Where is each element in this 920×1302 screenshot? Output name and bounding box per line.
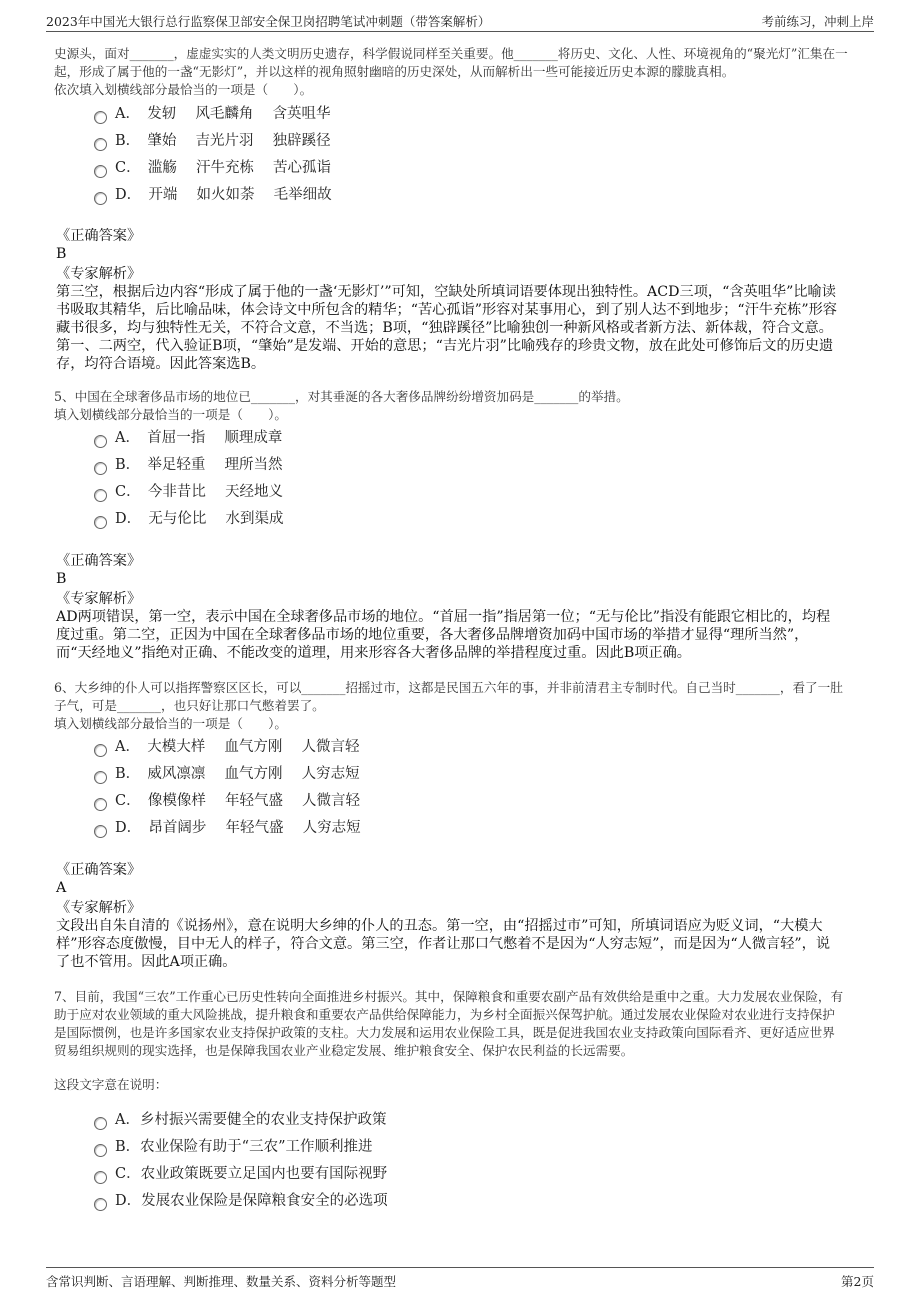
footer-note: 含常识判断、言语理解、判断推理、数量关系、资料分析等题型: [46, 1274, 397, 1289]
q6-analysis-line: 了也不管用。因此A项正确。: [56, 954, 237, 970]
q4-option-d[interactable]: D． 开端 如火如荼 毛举细故: [94, 185, 332, 205]
q7-stem-line: 贸易组织规则的现实选择，也是保障我国农业产业稳定发展、维护粮食安全、保护农民利益的长远需要。: [54, 1043, 634, 1058]
radio-icon[interactable]: [94, 192, 107, 205]
radio-icon[interactable]: [94, 1117, 107, 1130]
q6-prompt: 填入划横线部分最恰当的一项是（ ）。: [54, 716, 287, 731]
q4-option-a[interactable]: A． 发轫 风毛麟角 含英咀华: [94, 104, 330, 124]
q5-option-a[interactable]: A． 首屈一指 顺理成章: [94, 428, 282, 448]
q5-option-c[interactable]: C． 今非昔比 天经地义: [94, 482, 283, 502]
q4-option-c[interactable]: C． 滥觞 汗牛充栋 苦心孤诣: [94, 158, 331, 178]
q4-stem-line2: 起，形成了属于他的一盏“无影灯”，并以这样的视角照射幽暗的历史深处，从而解析出一些可能接近历史本源的朦胧真相。: [54, 64, 735, 79]
q5-analysis-line: AD两项错误，第一空，表示中国在全球奢侈品市场的地位。“首屈一指”指居第一位；“无与伦比”指没有能跟它相比的，均程: [56, 609, 831, 625]
q6-answer-label: 《正确答案》: [56, 862, 142, 878]
page-header: [46, 12, 874, 32]
radio-icon[interactable]: [94, 771, 107, 784]
radio-icon[interactable]: [94, 111, 107, 124]
radio-icon[interactable]: [94, 1171, 107, 1184]
q5-analysis-line: 度过重。第二空，正因为中国在全球奢侈品市场的地位重要，各大奢侈品牌增资加码中国市场的举措才显得“理所当然”，: [56, 627, 809, 643]
q7-stem-line: 7、目前，我国“三农”工作重心已历史性转向全面推进乡村振兴。其中，保障粮食和重要农副产品有效供给是重中之重。大力发展农业保险，有: [54, 989, 844, 1004]
q4-analysis-line: 第三空，根据后边内容“形成了属于他的一盏‘无影灯’”可知，空缺处所填词语要体现出独特性。ACD三项，“含英咀华”比喻读: [56, 284, 836, 300]
header-title: 2023年中国光大银行总行监察保卫部安全保卫岗招聘笔试冲刺题（带答案解析）: [46, 14, 491, 29]
q4-answer: B: [56, 246, 67, 262]
q6-analysis-line: 文段出自朱自清的《说扬州》，意在说明大乡绅的仆人的丑态。第一空，由“招摇过市”可知，所填词语应为贬义词，“大模大: [56, 918, 823, 934]
q7-stem-line: 助于应对农业领域的重大风险挑战，提升粮食和重要农产品供给保障能力，为乡村全面振兴保驾护航。通过发展农业保险对农业进行支持保护: [54, 1007, 835, 1022]
q6-option-b[interactable]: B． 威风凛凛 血气方刚 人穷志短: [94, 764, 360, 784]
radio-icon[interactable]: [94, 165, 107, 178]
q4-analysis-label: 《专家解析》: [56, 266, 142, 282]
footer-divider: [46, 1267, 874, 1268]
q6-option-a[interactable]: A． 大模大样 血气方刚 人微言轻: [94, 737, 359, 757]
radio-icon[interactable]: [94, 516, 107, 529]
q5-answer: B: [56, 571, 67, 587]
q6-option-c[interactable]: C． 像模像样 年轻气盛 人微言轻: [94, 791, 360, 811]
q6-answer: A: [56, 880, 67, 896]
q5-answer-label: 《正确答案》: [56, 553, 142, 569]
q6-option-d[interactable]: D． 昂首阔步 年轻气盛 人穷志短: [94, 818, 361, 838]
q7-option-a[interactable]: A．乡村振兴需要健全的农业支持保护政策: [94, 1110, 386, 1130]
q4-analysis-line: 存，均符合语境。因此答案选B。: [56, 356, 266, 372]
q7-option-d[interactable]: D．发展农业保险是保障粮食安全的必选项: [94, 1191, 388, 1211]
q5-analysis-label: 《专家解析》: [56, 591, 142, 607]
q4-prompt: 依次填入划横线部分最恰当的一项是（ ）。: [54, 82, 313, 97]
header-slogan: 考前练习，冲刺上岸: [761, 14, 874, 29]
q4-option-b[interactable]: B． 肇始 吉光片羽 独辟蹊径: [94, 131, 331, 151]
q5-analysis-line: 而“天经地义”指绝对正确、不能改变的道理，用来形容各大奢侈品牌的举措程度过重。因此B项正确。: [56, 645, 691, 661]
radio-icon[interactable]: [94, 825, 107, 838]
q7-option-b[interactable]: B．农业保险有助于“三农”工作顺利推进: [94, 1137, 372, 1157]
q7-stem-line: 是国际惯例，也是许多国家农业支持保护政策的支柱。大力发展和运用农业保险工具，既是促进我国农业支持政策向国际看齐、更好适应世界: [54, 1025, 835, 1040]
q5-option-d[interactable]: D． 无与伦比 水到渠成: [94, 509, 283, 529]
q5-option-b[interactable]: B． 举足轻重 理所当然: [94, 455, 283, 475]
q4-stem-line1: 史源头，面对_______，虚虚实实的人类文明历史遗存，科学假说同样至关重要。他_______将历史、文化、人性、环境视角的“聚光灯”汇集在一: [54, 46, 848, 61]
q5-prompt: 填入划横线部分最恰当的一项是（ ）。: [54, 407, 287, 422]
q4-analysis-line: 第一、二两空，代入验证B项，“肇始”是发端、开始的意思；“吉光片羽”比喻残存的珍贵文物，放在此处可修饰后文的历史遗: [56, 338, 834, 354]
q4-analysis-line: 书吸取其精华，后比喻品味，体会诗文中所包含的精华；“苦心孤诣”形容对某事用心，到了别人达不到地步；“汗牛充栋”形容: [56, 302, 837, 318]
q7-option-c[interactable]: C．农业政策既要立足国内也要有国际视野: [94, 1164, 387, 1184]
q6-analysis-label: 《专家解析》: [56, 900, 142, 916]
q6-stem-line2: 子气，可是_______，也只好让那口气憋着罢了。: [54, 698, 325, 713]
radio-icon[interactable]: [94, 435, 107, 448]
header-divider: [46, 31, 874, 32]
q4-analysis-line: 藏书很多，均与独特性无关，不符合文意，不当选；B项，“独辟蹊径”比喻独创一种新风格或者新方法、新体裁，符合文意。: [56, 320, 833, 336]
radio-icon[interactable]: [94, 798, 107, 811]
radio-icon[interactable]: [94, 138, 107, 151]
page-footer: [46, 1272, 874, 1292]
radio-icon[interactable]: [94, 744, 107, 757]
q7-prompt: 这段文字意在说明：: [54, 1077, 168, 1092]
q4-answer-label: 《正确答案》: [56, 228, 142, 244]
radio-icon[interactable]: [94, 1144, 107, 1157]
page-number: 第2页: [841, 1274, 874, 1289]
radio-icon[interactable]: [94, 489, 107, 502]
q5-stem: 5、中国在全球奢侈品市场的地位已_______，对其垂涎的各大奢侈品牌纷纷增资加码是_______的举措。: [54, 389, 629, 404]
q6-stem-line1: 6、大乡绅的仆人可以指挥警察区区长，可以_______招摇过市，这都是民国五六年的事，并非前清君主专制时代。自己当时_______，看了一肚: [54, 680, 843, 695]
radio-icon[interactable]: [94, 1198, 107, 1211]
radio-icon[interactable]: [94, 462, 107, 475]
q6-analysis-line: 样”形容态度傲慢，目中无人的样子，符合文意。第三空，作者让那口气憋着不是因为“人穷志短”，而是因为“人微言轻”，说: [56, 936, 831, 952]
